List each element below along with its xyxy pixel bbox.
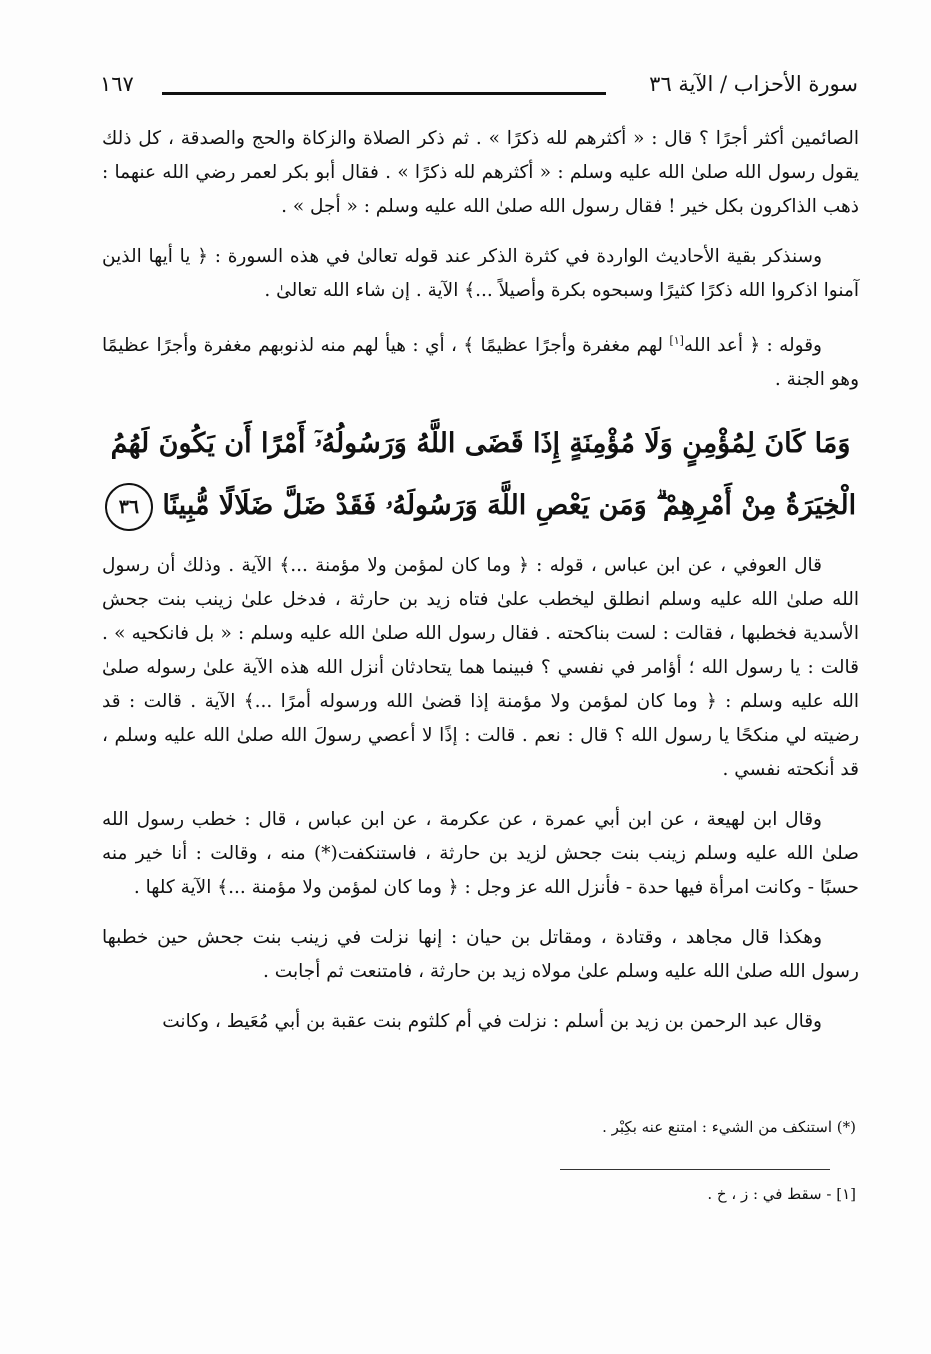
footnote-rule <box>560 1169 830 1170</box>
paragraph-6: وهكذا قال مجاهد ، وقتادة ، ومقاتل بن حيان : إنها نزلت في زينب بنت جحش حين خطبها رسول الله صلىٰ الله عليه وسلم علىٰ مولاه زيد بن حارثة ، فامتنعت ثم أجابت . <box>102 927 859 983</box>
paragraph-4: قال العوفي ، عن ابن عباس ، قوله : ﴿ وما كان لمؤمن ولا مؤمنة ...﴾ الآية . وذلك أن رسول الله صلىٰ الله عليه وسلم انطلق ليخطب علىٰ فتاه زيد بن حارثة ، فدخل علىٰ زينب بنت جحش الأسدية فخطبها ، فقالت : لست بناكحته . فقال رسول الله صلىٰ الله عليه وسلم : « بل فانكحيه » . قالت : يا رسول الله ؛ أؤامر في نفسي ؟ فبينما هما يتحادثان أنزل الله هذه الآية علىٰ رسوله صلىٰ الله عليه وسلم : ﴿ وما كان لمؤمن ولا مؤمنة إذا قضىٰ الله ورسوله أمرًا ...﴾ الآية . قالت : قد رضيته لي منكحًا يا رسول الله ؟ قال : نعم . قالت : إذًا لا أعصي رسولَ الله صلىٰ الله عليه وسلم ، قد أنكحته نفسي . <box>102 555 859 781</box>
page-header <box>100 72 858 106</box>
footnote-ref-1: [١] <box>669 334 684 347</box>
page-number: ١٦٧ <box>100 72 134 96</box>
surah-title: سورة الأحزاب / الآية ٣٦ <box>649 72 858 96</box>
page-body <box>102 122 859 1055</box>
verse-text: وَمَا كَانَ لِمُؤْمِنٍ وَلَا مُؤْمِنَةٍ إِذَا قَضَى اللَّهُ وَرَسُولُهُۥٓ أَمْرًا أَن يَكُونَ لَهُمُ الْخِيَرَةُ مِنْ أَمْرِهِمْ ۗ وَمَن يَعْصِ اللَّهَ وَرَسُولَهُۥ فَقَدْ ضَلَّ ضَلَالًا مُّبِينًا <box>110 428 857 522</box>
ayah-number: ٣٦ <box>105 483 153 531</box>
paragraph-3-part-a: وقوله : ﴿ أعد الله <box>683 335 822 357</box>
paragraph-7: وقال عبد الرحمن بن زيد بن أسلم : نزلت في أم كلثوم بنت عقبة بن أبي مُعَيط ، وكانت <box>162 1011 822 1033</box>
quran-verse <box>102 413 859 537</box>
footnote-star: (*) استنكف من الشيء : امتنع عنه بكِبْر . <box>602 1118 856 1136</box>
footnote-one: [١] - سقط في : ز ، خ . <box>707 1185 856 1203</box>
header-rule <box>162 92 606 95</box>
paragraph-3-part-b: لهم مغفرة وأجرًا عظيمًا ﴾ ، أي : هيأ لهم منه لذنوبهم مغفرة وأجرًا عظيمًا وهو الجنة . <box>102 335 859 391</box>
paragraph-5: وقال ابن لهيعة ، عن ابن أبي عمرة ، عن عكرمة ، عن ابن عباس ، قال : خطب رسول الله صلىٰ الله عليه وسلم زينب بنت جحش لزيد بن حارثة ، فاستنكفت(*) منه ، وقالت : أنا خير منه حسبًا - وكانت امرأة فيها حدة - فأنزل الله عز وجل : ﴿ وما كان لمؤمن ولا مؤمنة ...﴾ الآية كلها . <box>102 809 859 899</box>
paragraph-3 <box>102 324 859 397</box>
paragraph-2: وسنذكر بقية الأحاديث الواردة في كثرة الذكر عند قوله تعالىٰ في هذه السورة : ﴿ يا أيها الذين آمنوا اذكروا الله ذكرًا كثيرًا وسبحوه بكرة وأصيلاً ...﴾ الآية . إن شاء الله تعالىٰ . <box>102 246 859 301</box>
paragraph-1: الصائمين أكثر أجرًا ؟ قال : « أكثرهم لله ذكرًا » . ثم ذكر الصلاة والزكاة والحج والصدقة ، كل ذلك يقول رسول الله صلىٰ الله عليه وسلم : « أكثرهم لله ذكرًا » . فقال أبو بكر لعمر رضي الله عنهما : ذهب الذاكرون بكل خير ! فقال رسول الله صلىٰ الله عليه وسلم : « أجل » . <box>102 128 859 217</box>
